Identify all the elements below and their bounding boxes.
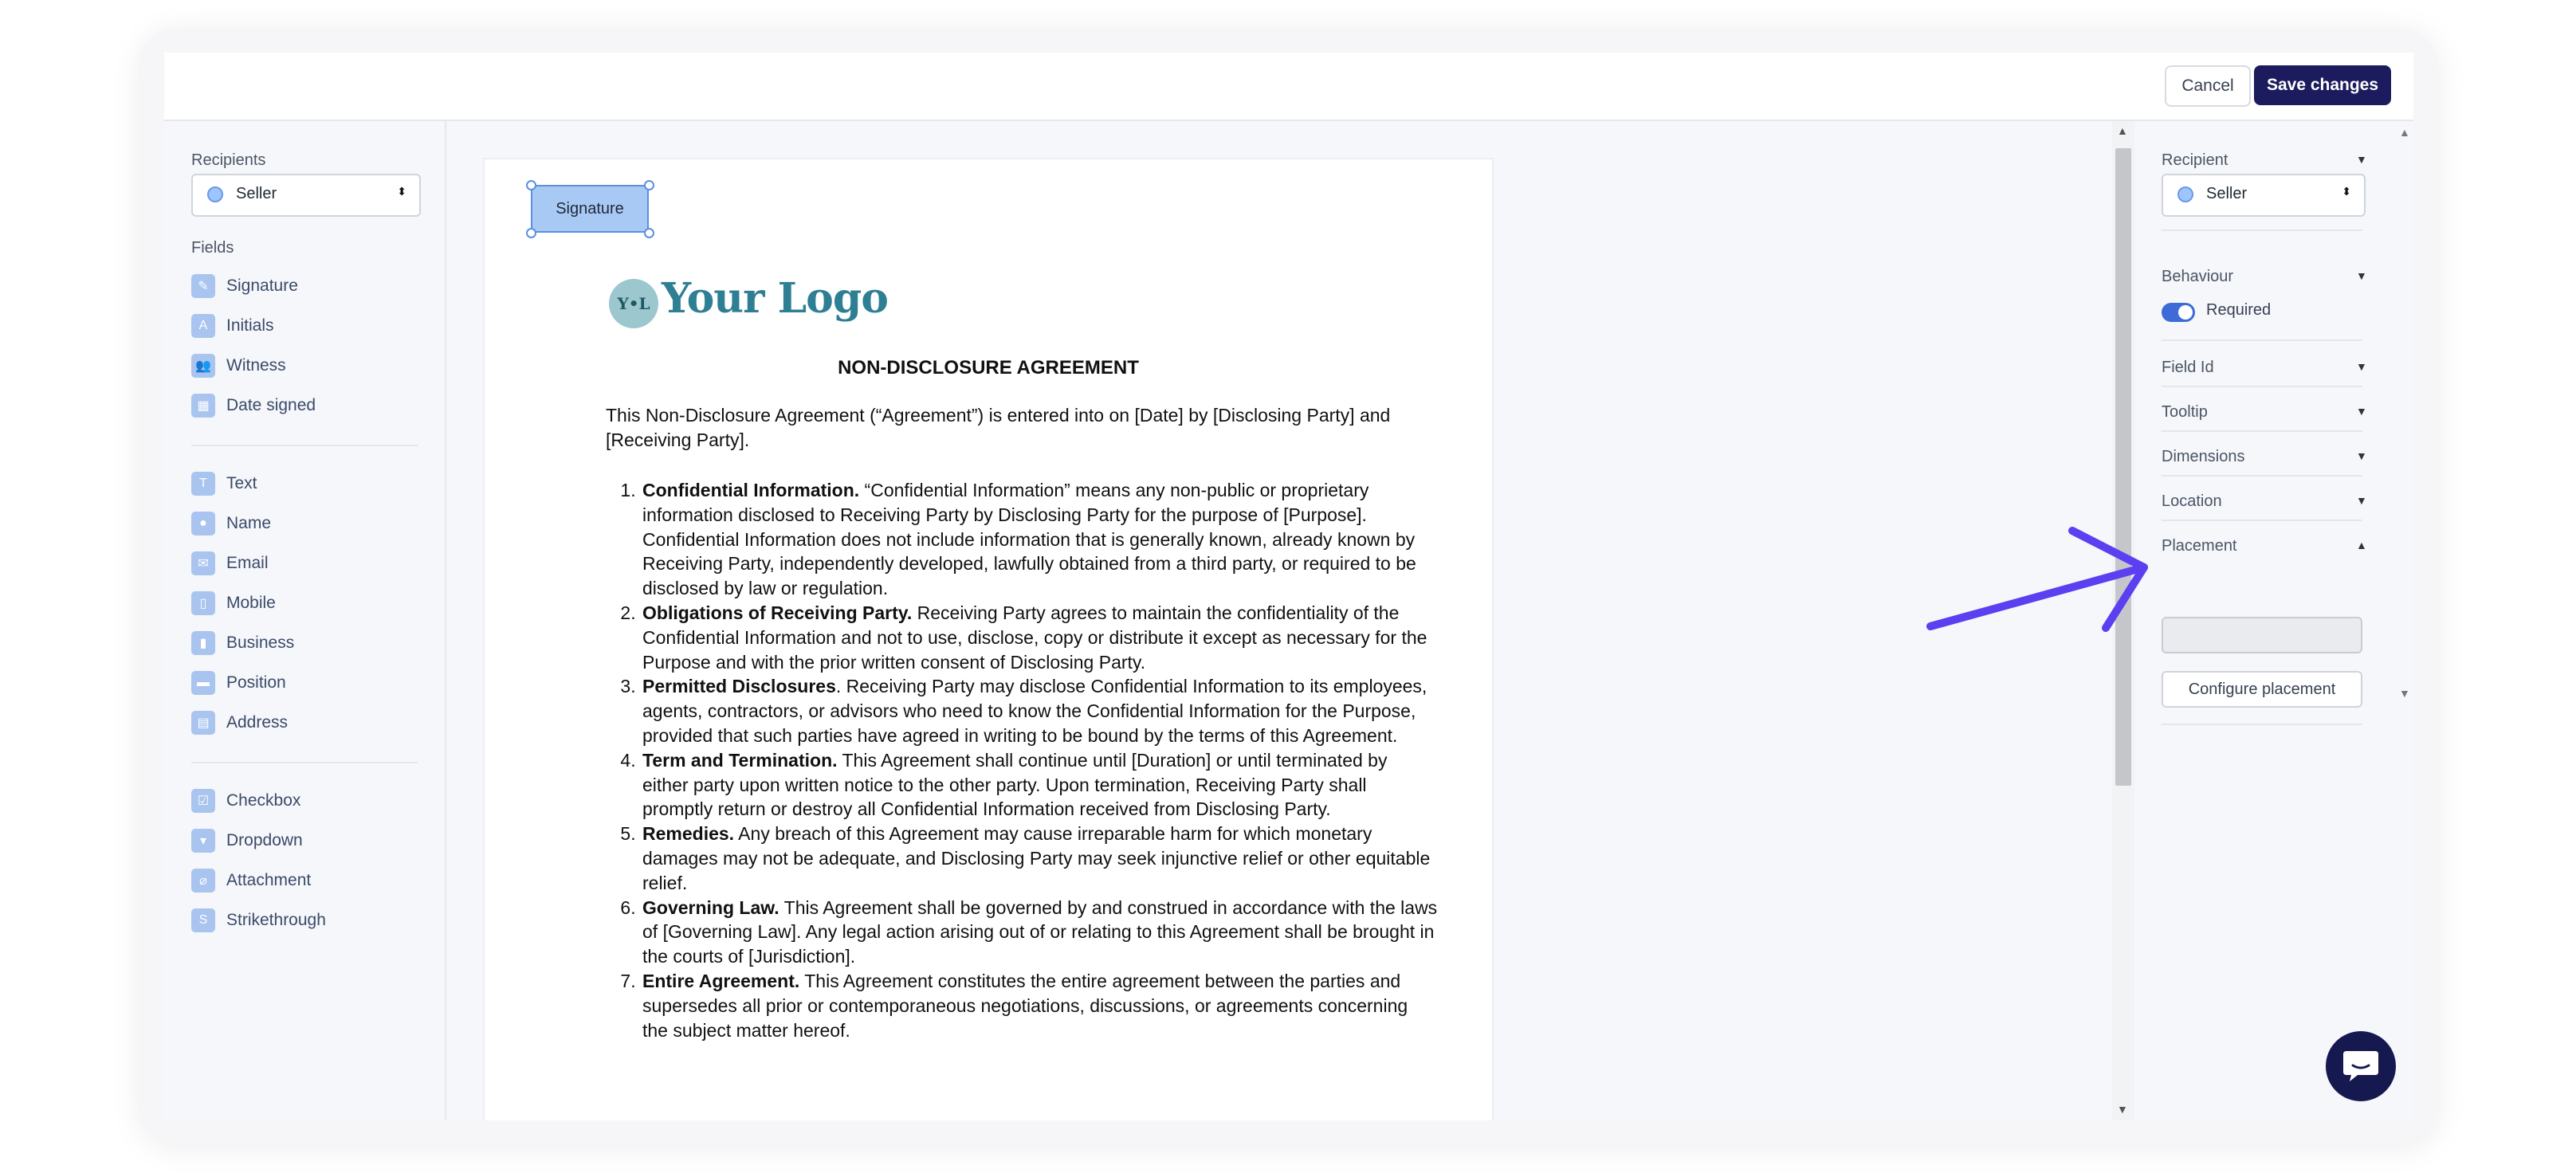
clause-item [641, 896, 1438, 969]
pen-icon: ✎ [191, 274, 215, 298]
divider [2162, 339, 2362, 341]
checkbox-icon: ☑ [191, 789, 215, 813]
field-name[interactable] [191, 510, 271, 537]
phone-icon: ▯ [191, 591, 215, 615]
clause-body: This Agreement constitutes the entire agreement between the parties and supersedes all prior or contemporaneous negotiations, discussions, or agreements concerning the subject matter hereof. [642, 970, 1408, 1041]
recipients-label: Recipients [191, 151, 266, 169]
scroll-down-arrow-icon[interactable]: ▼ [2117, 1103, 2128, 1116]
fields-sidebar [164, 121, 446, 1120]
field-strikethrough[interactable] [191, 907, 326, 934]
toggle-knob [2178, 305, 2193, 320]
scrollbar-thumb[interactable] [2115, 148, 2131, 786]
strikethrough-icon: S [191, 908, 215, 932]
field-dropdown[interactable] [191, 827, 303, 854]
required-toggle[interactable] [2162, 303, 2195, 322]
field-business[interactable] [191, 630, 294, 657]
clause-body: This Agreement shall be governed by and construed in accordance with the laws of [Governing Law]. Any legal action arising out of or relating to this Agreement shall be brought in the courts of [Jurisdiction]. [642, 896, 1438, 967]
placed-signature-field[interactable]: Signature [531, 185, 649, 233]
field-label: Witness [226, 356, 286, 375]
location-heading[interactable]: Location [2162, 492, 2222, 510]
annotation-arrow-icon [1913, 510, 2168, 638]
clause-list [614, 478, 1438, 1042]
field-checkbox[interactable] [191, 787, 300, 814]
divider [2162, 430, 2362, 432]
divider [2162, 386, 2362, 387]
document-title: NON-DISCLOSURE AGREEMENT [838, 357, 1139, 379]
field-label: Address [226, 713, 289, 732]
clause-item [641, 748, 1438, 822]
field-label: Checkbox [226, 791, 301, 810]
required-label: Required [2206, 301, 2272, 319]
resize-handle[interactable] [526, 228, 536, 238]
recipient-color-dot [207, 186, 223, 202]
clause-title: Obligations of Receiving Party. [642, 602, 913, 623]
logo-emblem: Y•L [609, 279, 658, 328]
dropdown-icon: ▾ [191, 829, 215, 853]
scroll-up-arrow-icon[interactable]: ▲ [2117, 124, 2128, 137]
select-arrows-icon: ⬍ [397, 185, 406, 198]
clause-title: Entire Agreement. [642, 970, 800, 991]
resize-handle[interactable] [644, 228, 654, 238]
chat-support-button[interactable] [2326, 1031, 2396, 1101]
field-label: Position [226, 673, 286, 692]
initials-icon: A [191, 314, 215, 338]
field-mobile[interactable] [191, 590, 276, 617]
panel-scroll-down-icon[interactable]: ▼ [2399, 687, 2410, 700]
briefcase-icon: ▬ [191, 671, 215, 695]
caret-down-icon[interactable]: ▼ [2356, 153, 2367, 166]
resize-handle[interactable] [526, 180, 536, 190]
field-id-heading[interactable]: Field Id [2162, 359, 2214, 376]
field-attachment[interactable] [191, 867, 311, 894]
logo-text: Your Logo [662, 274, 888, 323]
field-label: Signature [226, 277, 298, 295]
document-canvas [446, 121, 2139, 1120]
caret-down-icon[interactable]: ▼ [2356, 405, 2367, 418]
top-bar [164, 53, 2413, 121]
clause-item [641, 478, 1438, 601]
clause-body: Receiving Party agrees to maintain the confidentiality of the Confidential Information and not to use, disclose, copy or distribute it except as necessary for the Purpose and with the prior written consent of Disclosing Party. [642, 602, 1427, 673]
field-label: Date signed [226, 396, 316, 414]
divider [191, 762, 418, 763]
field-signature[interactable] [191, 273, 298, 300]
recipient-select-value: Seller [2206, 185, 2248, 202]
divider [2162, 230, 2362, 231]
dimensions-heading[interactable]: Dimensions [2162, 448, 2245, 465]
divider [2162, 724, 2362, 725]
clause-item [641, 601, 1438, 674]
fields-label: Fields [191, 239, 234, 257]
divider [2162, 475, 2362, 477]
field-label: Attachment [226, 871, 312, 889]
recipient-select-value: Seller [236, 185, 277, 202]
caret-down-icon[interactable]: ▼ [2356, 360, 2367, 373]
person-icon: ● [191, 512, 215, 536]
clause-body: . Receiving Party may disclose Confidential Information to its employees, agents, contractors, or advisors who need to know the Confidential Information for the Purpose, provided that such parties have agreed in writing to be bound by the terms of this Agreement. [642, 676, 1427, 746]
paperclip-icon: ⌀ [191, 869, 215, 892]
caret-down-icon[interactable]: ▼ [2356, 269, 2367, 282]
recipient-select[interactable] [2162, 174, 2366, 217]
cancel-button[interactable]: Cancel [2165, 65, 2251, 107]
tooltip-heading[interactable]: Tooltip [2162, 403, 2208, 421]
behaviour-heading[interactable]: Behaviour [2162, 268, 2234, 285]
divider [2162, 520, 2362, 521]
field-address[interactable] [191, 709, 288, 736]
clause-item [641, 969, 1438, 1042]
caret-up-icon[interactable]: ▲ [2356, 539, 2367, 551]
witness-icon: 👥 [191, 354, 215, 378]
clause-title: Remedies. [642, 823, 735, 845]
panel-scroll-up-icon[interactable]: ▲ [2399, 126, 2410, 139]
clause-title: Term and Termination. [642, 749, 838, 771]
placement-heading[interactable]: Placement [2162, 537, 2237, 555]
field-label: Email [226, 554, 269, 572]
field-initials[interactable] [191, 312, 274, 339]
save-changes-button[interactable]: Save changes [2254, 65, 2391, 105]
configure-placement-button[interactable]: Configure placement [2162, 671, 2362, 708]
document-intro: This Non-Disclosure Agreement (“Agreement”) is entered into on [Date] by [Disclosing Party] and [Receiving Party]. [606, 405, 1391, 450]
select-arrows-icon: ⬍ [2342, 185, 2351, 198]
field-text[interactable] [191, 470, 257, 497]
clause-title: Governing Law. [642, 896, 779, 918]
caret-down-icon[interactable]: ▼ [2356, 494, 2367, 507]
recipient-heading[interactable]: Recipient [2162, 151, 2228, 169]
text-icon: T [191, 472, 215, 496]
clause-body: Any breach of this Agreement may cause irreparable harm for which monetary damages may not be adequate, and Disclosing Party may seek injunctive relief or other equitable relief. [642, 823, 1431, 893]
calendar-icon: ▦ [191, 394, 215, 418]
clause-body: This Agreement shall continue until [Duration] or until terminated by either party upon written notice to the other party. Upon termination, Receiving Party shall promptly return or destroy all Confidential Information received from Disclosing Party. [642, 749, 1388, 820]
field-label: Initials [226, 316, 274, 335]
clause-item [641, 822, 1438, 895]
placement-input[interactable] [2162, 617, 2362, 653]
clause-title: Permitted Disclosures [642, 676, 836, 697]
field-witness[interactable] [191, 352, 286, 379]
clause-title: Confidential Information. [642, 480, 860, 500]
envelope-icon: ✉ [191, 551, 215, 575]
field-date-signed[interactable] [191, 392, 316, 419]
recipient-select[interactable] [191, 174, 421, 217]
resize-handle[interactable] [644, 180, 654, 190]
divider [191, 445, 418, 446]
field-label: Name [226, 514, 272, 532]
properties-panel [2136, 121, 2413, 1120]
field-email[interactable] [191, 550, 269, 577]
field-label: Text [226, 474, 257, 492]
clause-item [641, 674, 1438, 747]
field-label: Mobile [226, 594, 276, 612]
field-label: Strikethrough [226, 911, 326, 929]
clause-body: “Confidential Information” means any non-public or proprietary information disclosed to Receiving Party by Disclosing Party for the purpose of [Purpose]. Confidential Information does not include information that is generally known, already known by Receiving Party, independently developed, lawfully obtained from a third party, or required to be disclosed by law or regulation. [642, 480, 1416, 599]
building-icon: ▮ [191, 631, 215, 655]
chat-bubble-icon [2342, 1048, 2380, 1085]
address-card-icon: ▤ [191, 711, 215, 735]
caret-down-icon[interactable]: ▼ [2356, 449, 2367, 462]
field-label: Dropdown [226, 831, 303, 849]
recipient-color-dot [2177, 186, 2193, 202]
field-label: Business [226, 634, 295, 652]
document-page [483, 158, 1494, 1120]
field-position[interactable] [191, 669, 286, 696]
